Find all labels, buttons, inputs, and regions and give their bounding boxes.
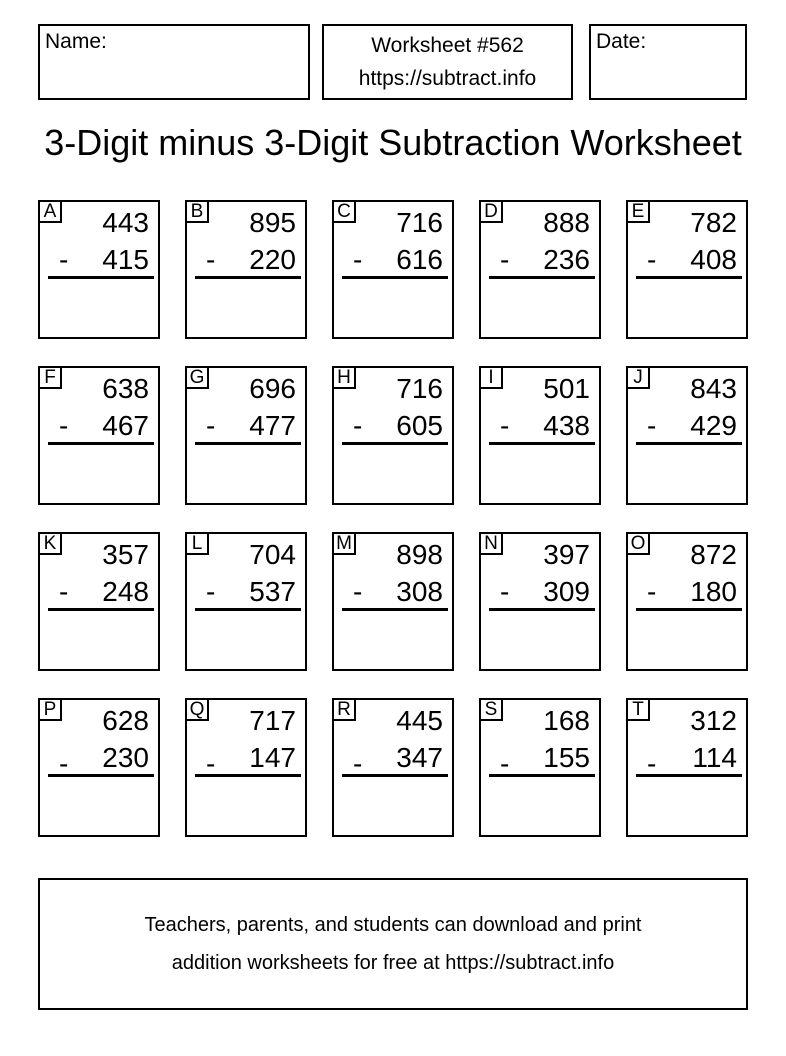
answer-line [48,608,154,611]
subtrahend-value: 308 [396,576,443,607]
answer-area[interactable] [189,613,303,667]
problem-card [38,698,160,837]
answer-area[interactable] [189,281,303,335]
subtrahend-value: 537 [249,576,296,607]
answer-area[interactable] [483,281,597,335]
problem-label: O [628,534,650,555]
minus-sign: - [59,410,69,441]
answer-line [489,608,595,611]
minuend-value: 898 [396,539,443,570]
minus-sign: - [206,576,216,607]
problem-card [185,200,307,339]
answer-area[interactable] [42,613,156,667]
problem-card [38,532,160,671]
minuend-value: 628 [102,705,149,736]
subtrahend-value: 155 [543,742,590,773]
minuend-value: 717 [249,705,296,736]
answer-line [48,276,154,279]
minus-sign: - [353,748,363,779]
answer-line [636,276,742,279]
answer-area[interactable] [630,779,744,833]
minus-sign: - [647,410,657,441]
answer-area[interactable] [336,613,450,667]
subtrahend-value: 438 [543,410,590,441]
problem-label: F [40,368,62,389]
problems-grid [38,200,748,837]
answer-line [342,276,448,279]
answer-line [342,774,448,777]
problem-card [38,200,160,339]
problem-label: L [187,534,209,555]
problem-card [332,200,454,339]
minus-sign: - [500,410,510,441]
date-label: Date: [596,30,647,53]
problem-card [479,366,601,505]
subtrahend-value: 477 [249,410,296,441]
minuend-value: 443 [102,207,149,238]
problem-label: B [187,202,209,223]
problem-label: N [481,534,503,555]
answer-line [48,774,154,777]
minuend-value: 312 [690,705,737,736]
subtrahend-value: 309 [543,576,590,607]
answer-area[interactable] [42,281,156,335]
name-label: Name: [45,30,107,53]
problem-label: C [334,202,356,223]
problem-card [38,366,160,505]
minuend-value: 501 [543,373,590,404]
worksheet-number: Worksheet #562 [371,34,524,57]
answer-line [48,442,154,445]
problem-label: M [334,534,356,555]
minus-sign: - [500,748,510,779]
subtrahend-value: 236 [543,244,590,275]
answer-line [636,774,742,777]
minuend-value: 445 [396,705,443,736]
answer-area[interactable] [483,447,597,501]
minuend-value: 716 [396,207,443,238]
minus-sign: - [500,576,510,607]
minus-sign: - [647,576,657,607]
answer-line [489,774,595,777]
problem-label: E [628,202,650,223]
answer-line [342,608,448,611]
answer-line [195,608,301,611]
answer-line [636,608,742,611]
page-title: 3-Digit minus 3-Digit Subtraction Worksheet [44,122,742,163]
answer-line [195,276,301,279]
problem-label: G [187,368,209,389]
minuend-value: 895 [249,207,296,238]
minuend-value: 704 [249,539,296,570]
minus-sign: - [353,244,363,275]
problem-label: T [628,700,650,721]
answer-line [636,442,742,445]
minuend-value: 168 [543,705,590,736]
problem-label: A [40,202,62,223]
answer-area[interactable] [483,613,597,667]
worksheet-info-box [322,24,573,100]
minus-sign: - [206,410,216,441]
answer-line [342,442,448,445]
date-field[interactable] [589,24,747,100]
answer-area[interactable] [42,447,156,501]
minus-sign: - [59,244,69,275]
minuend-value: 638 [102,373,149,404]
answer-area[interactable] [483,779,597,833]
minuend-value: 888 [543,207,590,238]
answer-area[interactable] [630,281,744,335]
answer-line [489,442,595,445]
answer-line [489,276,595,279]
problem-card [479,698,601,837]
answer-area[interactable] [630,613,744,667]
subtrahend-value: 429 [690,410,737,441]
problem-card [626,200,748,339]
footer-note [38,878,748,1010]
minuend-value: 872 [690,539,737,570]
answer-area[interactable] [336,779,450,833]
problem-label: R [334,700,356,721]
minus-sign: - [647,244,657,275]
answer-area[interactable] [336,447,450,501]
answer-line [195,774,301,777]
minus-sign: - [353,576,363,607]
answer-area[interactable] [630,447,744,501]
subtrahend-value: 248 [102,576,149,607]
problem-card [185,532,307,671]
problem-card [479,200,601,339]
subtrahend-value: 230 [102,742,149,773]
problem-label: K [40,534,62,555]
problem-card [479,532,601,671]
minuend-value: 782 [690,207,737,238]
minuend-value: 397 [543,539,590,570]
minus-sign: - [59,748,69,779]
minus-sign: - [500,244,510,275]
answer-area[interactable] [189,447,303,501]
minuend-value: 716 [396,373,443,404]
subtrahend-value: 147 [249,742,296,773]
problem-label: S [481,700,503,721]
answer-area[interactable] [42,779,156,833]
minus-sign: - [206,244,216,275]
subtrahend-value: 467 [102,410,149,441]
problem-card [185,366,307,505]
problem-card [626,698,748,837]
worksheet-url: https://subtract.info [358,67,537,90]
problem-card [332,698,454,837]
answer-area[interactable] [336,281,450,335]
problem-card [185,698,307,837]
minus-sign: - [647,748,657,779]
subtrahend-value: 605 [396,410,443,441]
answer-line [195,442,301,445]
name-field[interactable] [38,24,310,100]
problem-card [626,532,748,671]
subtrahend-value: 415 [102,244,149,275]
minuend-value: 357 [102,539,149,570]
minus-sign: - [59,576,69,607]
problem-label: P [40,700,62,721]
minuend-value: 843 [690,373,737,404]
minus-sign: - [206,748,216,779]
footer-line-2: addition worksheets for free at https://subtract.info [171,952,615,974]
minuend-value: 696 [249,373,296,404]
subtrahend-value: 114 [692,742,737,773]
problem-label: Q [187,700,209,721]
problem-label: H [334,368,356,389]
problem-card [626,366,748,505]
problem-label: J [628,368,650,389]
problem-card [332,532,454,671]
answer-area[interactable] [189,779,303,833]
problem-label: D [481,202,503,223]
minus-sign: - [353,410,363,441]
subtrahend-value: 616 [396,244,443,275]
subtrahend-value: 408 [690,244,737,275]
subtrahend-value: 347 [396,742,443,773]
problem-card [332,366,454,505]
subtrahend-value: 220 [249,244,296,275]
problem-label: I [481,368,503,389]
subtrahend-value: 180 [690,576,737,607]
footer-line-1: Teachers, parents, and students can download and print [144,914,642,936]
